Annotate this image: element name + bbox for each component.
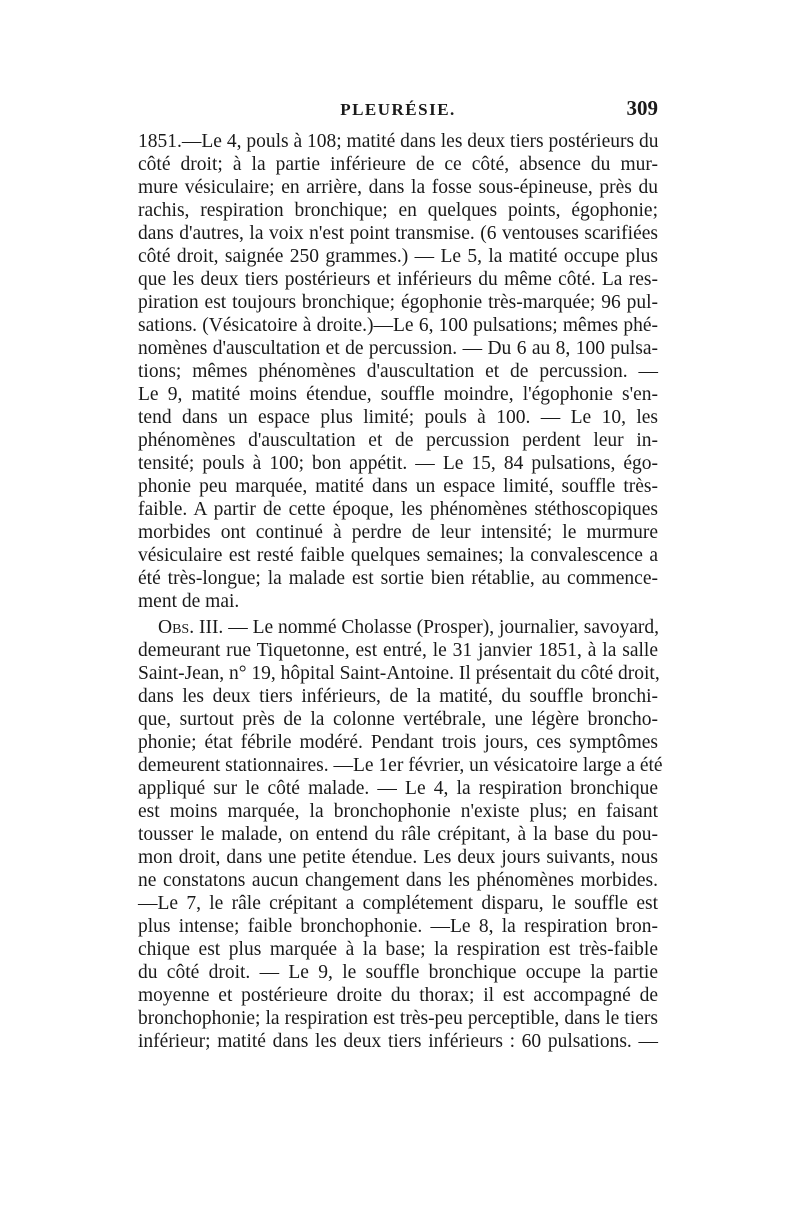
text-line: côté droit, saignée 250 grammes.) — Le 5, la matité occupe plus [138,246,658,267]
text-line: tions; mêmes phénomènes d'auscultation et de percussion. — [138,361,658,382]
text-line-rest: — Le nommé Cholasse (Prosper), journalier, savoyard, [223,617,660,638]
running-head [138,96,658,126]
text-line: demeurent stationnaires. —Le 1er février, un vésicatoire large a été [138,755,663,776]
page-number: 309 [626,96,658,120]
text-line: tousser le malade, on entend du râle crépitant, à la base du pou- [138,824,658,845]
text-line: sations. (Vésicatoire à droite.)—Le 6, 100 pulsations; mêmes phé- [138,315,658,336]
text-line: faible. A partir de cette époque, les phénomènes stéthoscopiques [138,499,658,520]
text-line: mon droit, dans une petite étendue. Les deux jours suivants, nous [138,847,658,868]
text-line: tend dans un espace plus limité; pouls à 100. — Le 10, les [138,407,658,428]
text-line: moyenne et postérieure droite du thorax; il est accompagné de [138,985,658,1006]
text-line: appliqué sur le côté malade. — Le 4, la respiration bronchique [138,778,658,799]
text-line: dans d'autres, la voix n'est point transmise. (6 ventouses scarifiées [138,223,658,244]
text-line: été très-longue; la malade est sortie bien rétablie, au commence- [138,568,658,589]
text-line: phénomènes d'auscultation et de percussion perdent leur in- [138,430,658,451]
text-line: vésiculaire est resté faible quelques semaines; la convalescence a [138,545,658,566]
text-line: dans les deux tiers inférieurs, de la matité, du souffle bronchi- [138,686,658,707]
text-line: du côté droit. — Le 9, le souffle bronchique occupe la partie [138,962,658,983]
text-line: rachis, respiration bronchique; en quelques points, égophonie; [138,200,658,221]
text-line: Saint-Jean, n° 19, hôpital Saint-Antoine. Il présentait du côté droit, [138,663,660,684]
text-line: bronchophonie; la respiration est très-peu perceptible, dans le tiers [138,1008,658,1029]
text-line: 1851.—Le 4, pouls à 108; matité dans les deux tiers postérieurs du [138,131,659,152]
text-line-first [138,616,658,639]
text-line: —Le 7, le râle crépitant a complétement disparu, le souffle est [138,893,658,914]
text-line: que les deux tiers postérieurs et inférieurs du même côté. La res- [138,269,658,290]
text-line: côté droit; à la partie inférieure de ce côté, absence du mur- [138,154,658,175]
text-line: phonie; état fébrile modéré. Pendant trois jours, ces symptômes [138,732,658,753]
text-line: ne constatons aucun changement dans les phénomènes morbides. [138,870,658,891]
observation-label: Obs. III. [158,617,224,638]
text-line: phonie peu marquée, matité dans un espace limité, souffle très- [138,476,658,497]
text-line: nomènes d'auscultation et de percussion. — Du 6 au 8, 100 pulsa- [138,338,658,359]
text-line: demeurant rue Tiquetonne, est entré, le 31 janvier 1851, à la salle [138,640,658,661]
paragraph-case-continuation [138,130,658,613]
text-line: piration est toujours bronchique; égophonie très-marquée; 96 pul- [138,292,658,313]
text-line: Le 9, matité moins étendue, souffle moindre, l'égophonie s'en- [138,384,658,405]
text-line: chique est plus marquée à la base; la respiration est très-faible [138,939,658,960]
text-line: est moins marquée, la bronchophonie n'existe plus; en faisant [138,801,658,822]
running-title: PLEURÉSIE. [340,100,456,119]
text-line: ment de mai. [138,591,240,612]
text-line: inférieur; matité dans les deux tiers inférieurs : 60 pulsations. — [138,1031,658,1052]
text-line: plus intense; faible bronchophonie. —Le 8, la respiration bron- [138,916,658,937]
text-line: tensité; pouls à 100; bon appétit. — Le 15, 84 pulsations, égo- [138,453,658,474]
text-line: mure vésiculaire; en arrière, dans la fosse sous-épineuse, près du [138,177,658,198]
paragraph-observation-3 [138,616,663,1053]
text-line: que, surtout près de la colonne vertébrale, une légère broncho- [138,709,658,730]
text-line: morbides ont continué à perdre de leur intensité; le murmure [138,522,658,543]
